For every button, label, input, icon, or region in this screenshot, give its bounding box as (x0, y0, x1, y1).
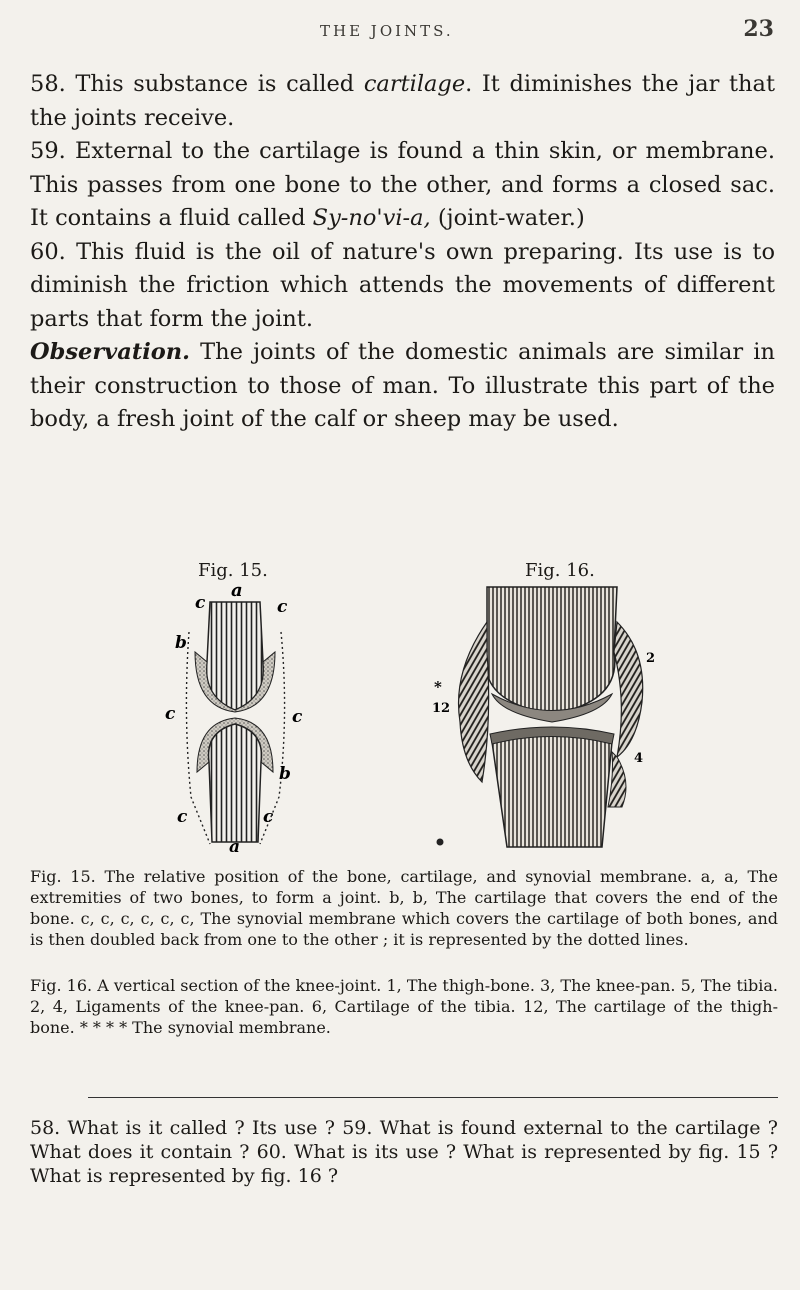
lower-bone (209, 724, 262, 842)
paragraph-text: The joints of the domestic animals are similar in their construction to those of man. To illustrate this part of the body, a fresh joint of the calf or sheep may be used. (30, 339, 775, 432)
paragraph-number: 58. (30, 71, 66, 97)
fig15-joint-diagram (155, 582, 315, 852)
paragraph-number: 59. (30, 138, 66, 164)
letter-a: a (229, 837, 241, 852)
caption-text: The relative position of the bone, cartilage, and synovial membrane. a, a, The extremities of two bones, to form a joint. b, b, The cartilage that covers the end of the bone. c, c, c, c, c, c, The synovial membrane which covers the cartilage of both bones, and is then doubled back from one to the other ; it is represented by the dotted lines. (30, 867, 778, 949)
paragraph-text: This substance is called (65, 71, 364, 97)
thigh-bone (486, 587, 617, 714)
knee-pan (614, 622, 643, 757)
observation-paragraph (30, 336, 775, 437)
fig16-knee-section (432, 582, 672, 852)
figures-row (0, 560, 800, 860)
letter-c: c (277, 597, 288, 617)
page-header (0, 16, 800, 46)
fig15-caption (30, 866, 778, 950)
mark-star: * (434, 678, 442, 696)
mark-4: 4 (634, 751, 644, 766)
paragraph-59 (30, 135, 775, 236)
paragraph-number: 60. (30, 238, 66, 265)
caption-lead: Fig. 15. (30, 867, 96, 886)
paragraph-text: External to the cartilage is found a thin skin, or membrane. This passes from one bone to the other, and forms a closed sac. It contains a fluid called (30, 138, 775, 231)
letter-c: c (195, 593, 206, 613)
upper-bone (207, 602, 264, 710)
fig15-label: Fig. 15. (198, 560, 268, 581)
running-title: THE JOINTS. (320, 22, 454, 40)
letter-c: c (165, 704, 176, 724)
term-synovia: Sy-no'vi-a, (312, 205, 431, 231)
body-text (30, 68, 775, 437)
page-number: 23 (743, 16, 774, 42)
caption-lead: Fig. 16. (30, 976, 93, 995)
caption-text: A vertical section of the knee-joint. 1, The thigh-bone. 3, The knee-pan. 5, The tibia. 2, 4, Ligaments of the knee-pan. 6, Cartilage of the tibia. 12, The cartilage of the thigh-bone. * * * * The synovial membrane. (30, 976, 779, 1037)
paragraph-60 (30, 236, 775, 337)
fig16-caption (30, 975, 778, 1038)
bullet-mark (437, 839, 444, 846)
letter-a: a (231, 582, 243, 601)
letter-b: b (279, 764, 291, 784)
fig16-label: Fig. 16. (525, 560, 595, 581)
back-tissue (459, 622, 489, 782)
paragraph-58 (30, 68, 775, 135)
divider-rule (88, 1097, 778, 1098)
paragraph-text: (joint-water.) (430, 205, 585, 231)
paragraph-text: . It diminishes the jar that the joints receive. (30, 71, 775, 131)
term-cartilage: cartilage (363, 71, 466, 97)
letter-c: c (263, 807, 274, 827)
review-questions: 58. What is it called ? Its use ? 59. What is found external to the cartilage ? What does it contain ? 60. What is its use ? What is represented by fig. 15 ? What is represented by fig. 16 ? (30, 1117, 778, 1187)
letter-c: c (177, 807, 188, 827)
letter-c: c (292, 707, 303, 727)
tibia (492, 735, 612, 848)
observation-label: Observation. (30, 339, 190, 365)
paragraph-text: This fluid is the oil of nature's own preparing. Its use is to diminish the friction which attends the movements of different parts that form the joint. (30, 238, 775, 332)
letter-b: b (175, 633, 187, 653)
mark-2: 2 (646, 651, 656, 666)
mark-12: 12 (432, 701, 451, 716)
